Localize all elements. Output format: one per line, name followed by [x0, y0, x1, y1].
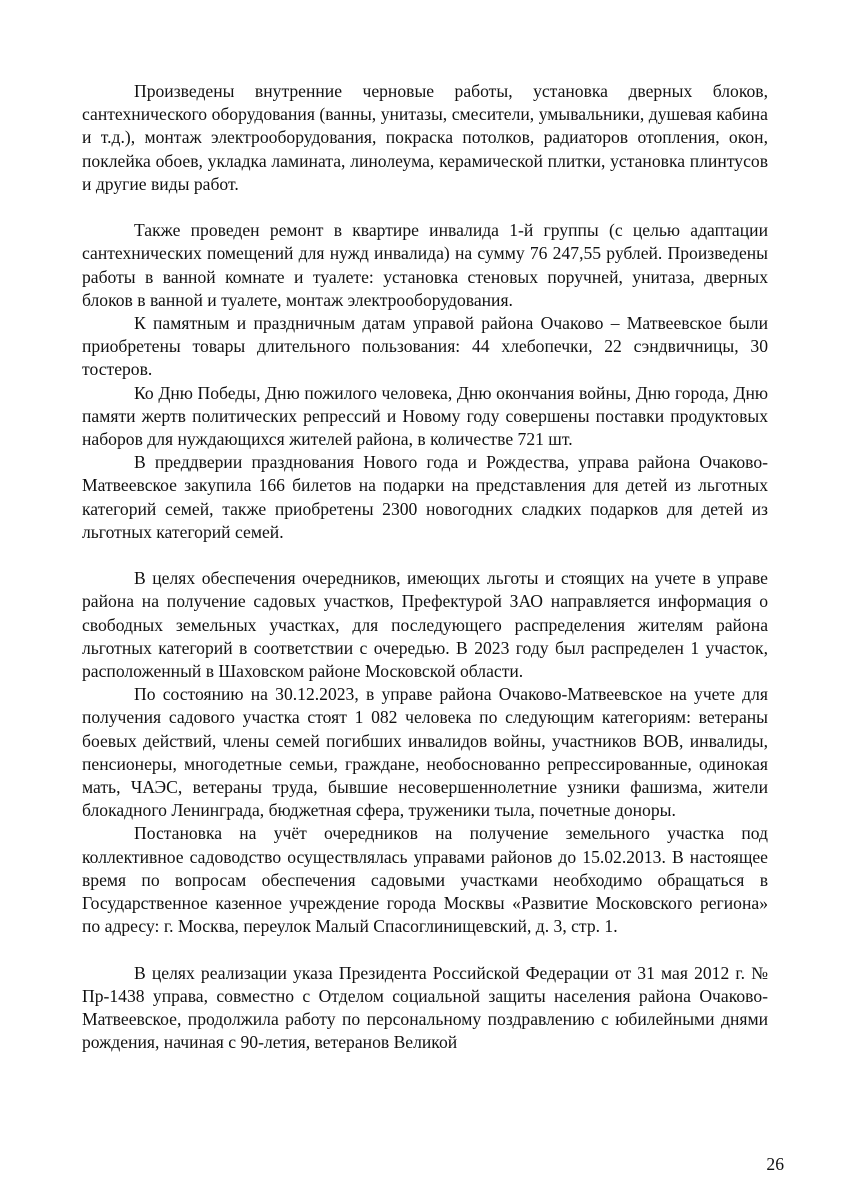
page-number: 26: [766, 1154, 784, 1174]
paragraph-disabled-apartment-repair: Также проведен ремонт в квартире инвалида 1-й группы (с целью адаптации сантехнических помещений для нужд инвалида) на сумму 76 247,55 рублей. Произведены работы в ванной комнате и туалете: установка стеновых поручней, унитаза, дверных блоков в ванной и туалете, монтаж электрооборудования.: [82, 220, 768, 310]
paragraph-presidential-decree: В целях реализации указа Президента Российской Федерации от 31 мая 2012 г. № Пр-1438 управа, совместно с Отделом социальной защиты населения района Очаково-Матвеевское, продолжила работу по персональному поздравлению с юбилейными днями рождения, начиная с 90-летия, ветеранов Великой: [82, 962, 768, 1053]
paragraph-waiting-list: По состоянию на 30.12.2023, в управе района Очаково-Матвеевское на учете для получения садового участка стоят 1 082 человека по следующим категориям: ветераны боевых действий, члены семей погибших инвалидов войны, участников ВОВ, инвалиды, пенсионеры, многодетные семьи, граждане, необоснованно репрессированные, одинокая мать, ЧАЭС, ветераны труда, бывшие несовершеннолетние узники фашизма, жители блокадного Ленинграда, бюджетная сфера, труженики тыла, почетные доноры.: [82, 684, 768, 821]
paragraph-gap: [82, 544, 768, 567]
paragraph-gap: [82, 938, 768, 961]
paragraph-garden-plots: В целях обеспечения очередников, имеющих льготы и стоящих на учете в управе района на получение садовых участков, Префектурой ЗАО направляется информация о свободных земельных участках, для последующего распределения жителям района льготных категорий в соответствии с очередью. В 2023 году был распределен 1 участок, расположенный в Шаховском районе Московской области.: [82, 568, 768, 682]
paragraph-renovation-works: Произведены внутренние черновые работы, установка дверных блоков, сантехнического оборудования (ванны, унитазы, смесители, умывальники, душевая кабина и т.д.), монтаж электрооборудования, покраска потолков, радиаторов отопления, окон, поклейка обоев, укладка ламината, линолеума, керамической плитки, установка плинтусов и другие виды работ.: [82, 81, 768, 194]
paragraph-gap: [82, 196, 768, 219]
paragraph-food-sets: Ко Дню Победы, Дню пожилого человека, Дню окончания войны, Дню города, Дню памяти жертв политических репрессий и Новому году совершены поставки продуктовых наборов для нуждающихся жителей района, в количестве 721 шт.: [82, 382, 768, 450]
paragraph-registration: Постановка на учёт очередников на получение земельного участка под коллективное садоводство осуществлялась управами районов до 15.02.2013. В настоящее время по вопросам обеспечения садовыми участками необходимо обращаться в Государственное казенное учреждение города Москвы «Развитие Московского региона» по адресу: г. Москва, переулок Малый Спасоглинищевский, д. 3, стр. 1.: [82, 823, 768, 937]
body-text: [82, 80, 768, 1054]
paragraph-new-year-gifts: В преддверии празднования Нового года и Рождества, управа района Очаково-Матвеевское закупила 166 билетов на подарки на представления для детей из льготных категорий семей, также приобретены 2300 новогодних сладких подарков для детей из льготных категорий семей.: [82, 452, 768, 542]
paragraph-durable-goods: К памятным и праздничным датам управой района Очаково – Матвеевское были приобретены товары длительного пользования: 44 хлебопечки, 22 сэндвичницы, 30 тостеров.: [82, 313, 768, 380]
